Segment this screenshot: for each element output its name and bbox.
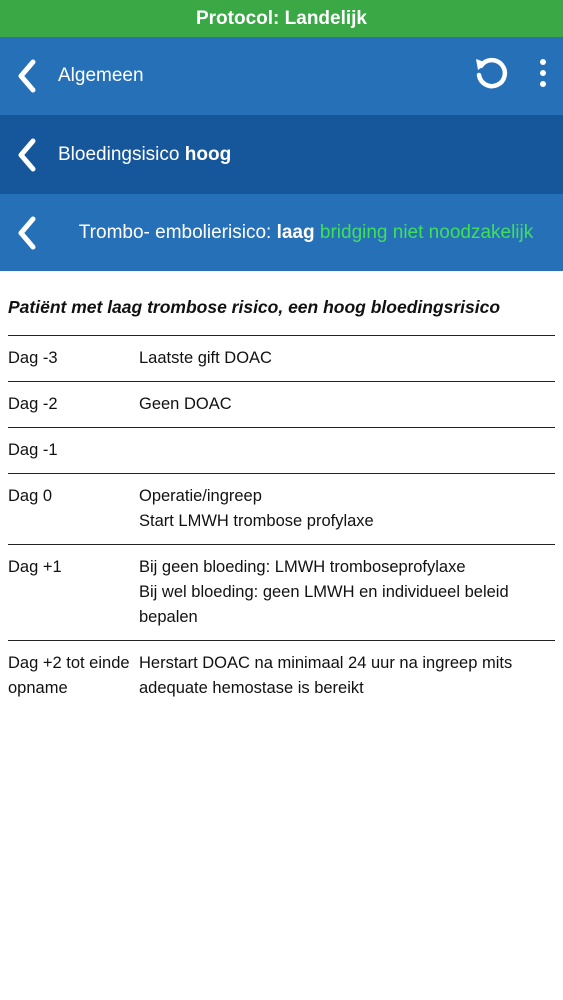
chevron-left-icon[interactable] [16,216,42,250]
nav-row-bloedingsrisico[interactable] [0,115,563,194]
protocol-heading: Patiënt met laag trombose risico, een hoog bloedingsrisico [8,297,501,317]
action-line: Herstart DOAC na minimaal 24 uur na ingreep mits [139,654,513,672]
chevron-left-icon[interactable] [16,138,42,172]
bleeding-risk-value: hoog [184,143,232,165]
protocol-title-bar [0,0,563,37]
action-line: Operatie/ingreep [139,487,262,505]
action-line: adequate hemostase is bereikt [139,679,364,697]
action-cell [139,428,555,474]
action-line: Bij wel bloeding: geen LMWH en individueel beleid [139,583,509,601]
bleeding-risk-prefix: Bloedingsisico [58,143,185,165]
table-row [8,428,555,474]
day-cell: Dag -2 [8,395,58,413]
action-cell [139,641,555,712]
day-cell: Dag -1 [8,441,58,459]
day-cell: Dag 0 [8,487,53,505]
bridging-note: bridging niet noodzakelijk [319,221,534,243]
action-line: Bij geen bloeding: LMWH tromboseprofylaxe [139,558,466,576]
action-cell [139,382,555,428]
thrombo-risk-value: laag [276,221,315,243]
more-vertical-icon[interactable] [539,58,547,94]
nav-row-label [58,144,231,166]
action-line: bepalen [139,608,198,626]
table-row [8,474,555,545]
protocol-content [0,297,563,711]
nav-row-tromboembolierisico[interactable] [0,194,563,271]
action-cell [139,474,555,545]
refresh-icon[interactable] [473,55,509,97]
table-row [8,336,555,382]
chevron-left-icon[interactable] [16,59,42,93]
day-cell: Dag -3 [8,349,58,367]
nav-row-label: Algemeen [58,65,144,86]
action-line: Start LMWH trombose profylaxe [139,512,374,530]
nav-row-label [58,200,533,266]
action-line: Geen DOAC [139,395,232,413]
action-cell [139,336,555,382]
thrombo-risk-prefix: Trombo- embolierisico: [78,221,277,243]
table-row [8,641,555,712]
schedule-table [8,335,555,711]
action-cell [139,545,555,641]
action-line: Laatste gift DOAC [139,349,272,367]
table-row [8,382,555,428]
day-cell: Dag +1 [8,558,62,576]
day-cell: Dag +2 tot einde opname [8,654,130,697]
table-row [8,545,555,641]
nav-row-algemeen[interactable] [0,37,563,115]
protocol-title: Protocol: Landelijk [195,7,368,29]
